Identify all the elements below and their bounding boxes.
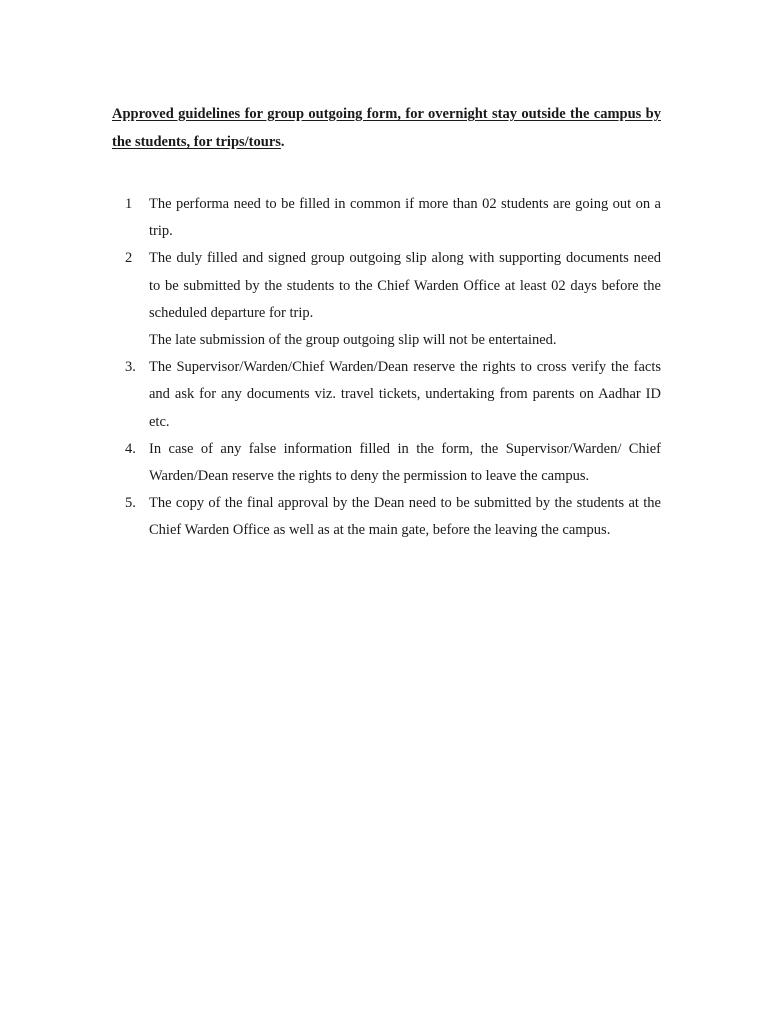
item-text-note: The late submission of the group outgoing slip will not be entertained. — [149, 332, 557, 349]
heading-text: Approved guidelines for group outgoing form, for overnight stay outside the campus by the students, for trips/tours — [112, 106, 661, 150]
item-text: In case of any false information filled in the form, the Supervisor/Warden/ Chief Warden/Dean reserve the rights to deny the permission to leave the campus. — [149, 440, 661, 485]
item-text: The duly filled and signed group outgoing slip along with supporting documents need to be submitted by the students to the Chief Warden Office at least 02 days before the scheduled departure for trip. — [149, 250, 661, 321]
heading-period: . — [280, 134, 285, 150]
item-number: 1 — [125, 196, 133, 212]
item-text: The copy of the final approval by the Dean need to be submitted by the students at the Chief Warden Office as well as at the main gate, before the leaving the campus. — [149, 495, 661, 539]
item-number: 2 — [125, 250, 133, 267]
item-number: 5. — [125, 495, 136, 512]
item-text: The performa need to be filled in common if more than 02 students are going out on a trip. — [149, 196, 661, 240]
list-item — [112, 490, 661, 544]
list-item — [112, 436, 661, 490]
item-text: The Supervisor/Warden/Chief Warden/Dean reserve the rights to cross verify the facts and ask for any documents viz. travel tickets, undertaking from parents on Aadhar ID etc. — [149, 359, 661, 430]
guidelines-list — [112, 191, 661, 545]
document-heading — [112, 100, 661, 156]
list-item — [112, 354, 661, 436]
list-item — [112, 191, 661, 245]
list-item — [112, 245, 661, 354]
item-number: 3. — [125, 359, 136, 376]
item-number: 4. — [125, 440, 136, 457]
